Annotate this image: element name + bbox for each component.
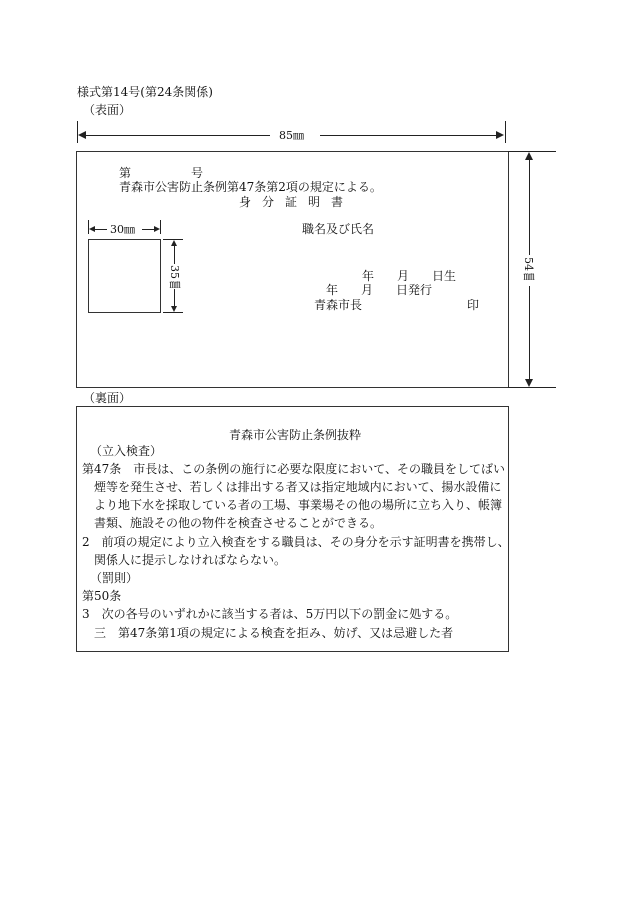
photo-box (88, 239, 161, 313)
article-47-line-3: より地下水を採取している者の工場、事業場その他の場所に立ち入り、帳簿 (94, 498, 503, 512)
name-label: 職名及び氏名 (302, 222, 375, 236)
birth-day: 日生 (432, 269, 457, 283)
photo-height-label: 35㎜ (168, 265, 181, 290)
article-47-line-1: 第47条 市長は、この条例の施行に必要な限度において、その職員をしてばい (82, 462, 506, 476)
article-47-para-2-line-2: 関係人に提示しなければならない。 (94, 553, 287, 567)
number-suffix: 号 (191, 166, 204, 180)
issued-year: 年 (326, 283, 339, 297)
article-47-para-2-line-1: 2 前項の規定により立入検査をする職員は、その身分を示す証明書を携帯し、 (82, 535, 510, 549)
back-label: （裏面） (83, 391, 132, 405)
card-width-label: 85㎜ (279, 129, 304, 142)
back-title: 青森市公害防止条例抜粋 (229, 428, 362, 442)
birth-month: 月 (397, 269, 410, 283)
front-label: （表面） (83, 103, 132, 117)
issued-day: 日発行 (396, 283, 433, 297)
card-title: 身分証明書 (239, 195, 355, 209)
article-47-line-4: 書類、施設その他の物件を検査させることができる。 (94, 516, 383, 530)
issuer: 青森市長 (314, 298, 363, 312)
birth-year: 年 (362, 269, 375, 283)
article-50: 第50条 (82, 589, 122, 603)
legal-basis: 青森市公害防止条例第47条第2項の規定による。 (119, 180, 382, 194)
article-47-line-2: 煙等を発生させ、若しくは排出する者又は指定地域内において、揚水設備に (94, 480, 502, 494)
number-prefix: 第 (119, 166, 132, 180)
article-50-item-3: 三 第47条第1項の規定による検査を拒み、妨げ、又は忌避した者 (94, 626, 454, 640)
section-heading-inspection: （立入検査） (90, 444, 163, 458)
section-heading-penalties: （罰則） (90, 571, 139, 585)
issued-month: 月 (361, 283, 374, 297)
article-50-para-3: 3 次の各号のいずれかに該当する者は、5万円以下の罰金に処する。 (82, 607, 458, 621)
form-title: 様式第14号(第24条関係) (77, 85, 213, 99)
seal-mark: 印 (467, 298, 480, 312)
photo-width-label: 30㎜ (110, 223, 135, 236)
card-height-label: 54㎜ (522, 257, 535, 282)
